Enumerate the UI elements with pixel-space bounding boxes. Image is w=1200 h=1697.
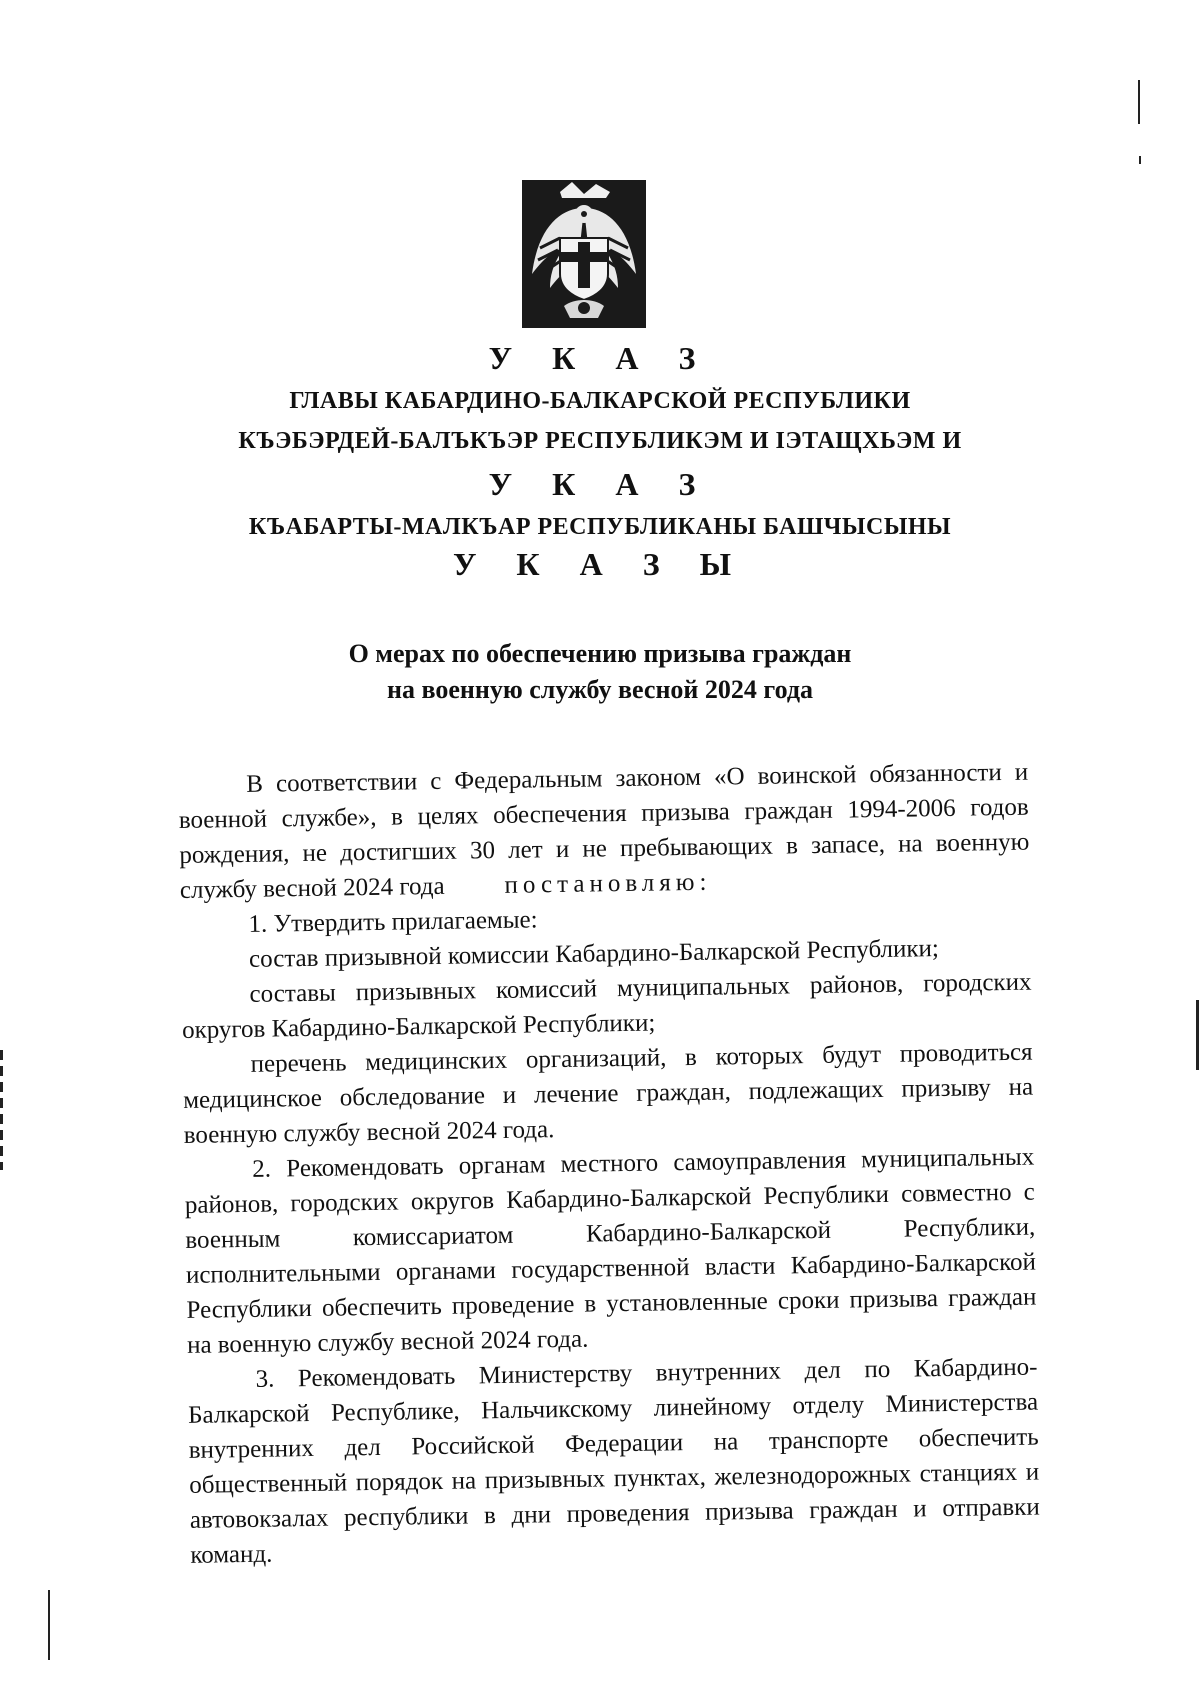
item-1-a: состав призывной комиссии Кабардино-Балкарской Республики; [248,935,940,973]
title-line-2: на военную службу весной 2024 года [387,675,813,704]
preamble-paragraph [178,755,1030,908]
head-of-republic-ru: ГЛАВЫ КАБАРДИНО-БАЛКАРСКОЙ РЕСПУБЛИКИ [289,388,911,414]
decree-title [250,636,950,708]
item-2: 2. Рекомендовать органам местного самоуправления муниципальных районов, городских округов Кабардино-Балкарской Республики совместно с военным комиссариатом Кабардино-Балкарской Республики, исполнительными органами государственной власти Кабардино-Балкарской Республики обеспечить проведение в установленные сроки призыва граждан на военную службу весной 2024 года. [184,1143,1037,1359]
scan-edge-mark [1196,1000,1199,1070]
coat-of-arms-emblem-icon [520,178,648,330]
decree-verb: постановляю: [504,868,712,899]
title-line-1: О мерах по обеспечению призыва граждан [348,639,852,668]
head-of-republic-kbd: КЪЭБЭРДЕЙ-БАЛЪКЪЭР РЕСПУБЛИКЭМ И IЭТАЩХЬЭМ И [238,428,962,454]
scan-edge-mark [1139,156,1141,164]
decree-body [178,755,1041,1573]
item-1-b: составы призывных комиссий муниципальных районов, городских округов Кабардино-Балкарской Республики; [181,968,1032,1044]
scan-edge-mark [0,1050,3,1170]
decree-word-kbd: У К А З [488,466,712,502]
decree-word-krc: У К А З Ы [452,546,748,582]
item-3: 3. Рекомендовать Министерству внутренних дел по Кабардино-Балкарской Республике, Нальчикскому линейному отделу Министерства внутренних дел Российской Федерации на транспорте обеспечить общественный порядок на призывных пунктах, железнодорожных станциях и автовокзалах республики в дни проведения призыва граждан и отправки команд. [187,1353,1040,1569]
item-1-c: перечень медицинских организаций, в которых будут проводиться медицинское обследование и лечение граждан, подлежащих призыву на военную службу весной 2024 года. [183,1038,1034,1149]
decree-word-ru: У К А З [488,340,712,376]
head-of-republic-krc: КЪАБАРТЫ-МАЛКЪАР РЕСПУБЛИКАНЫ БАШЧЫСЫНЫ [248,514,952,540]
scan-edge-mark [1138,80,1140,124]
preamble-text: В соответствии с Федеральным законом «О воинской обязанности и военной службе», в целях обеспечения призыва граждан 1994-2006 годов рождения, не достигших 30 лет и не пребывающих в запасе, на военную службу весной 2024 года [178,758,1030,904]
scan-edge-mark [48,1590,50,1660]
item-1: 1. Утвердить прилагаемые: [248,906,538,938]
